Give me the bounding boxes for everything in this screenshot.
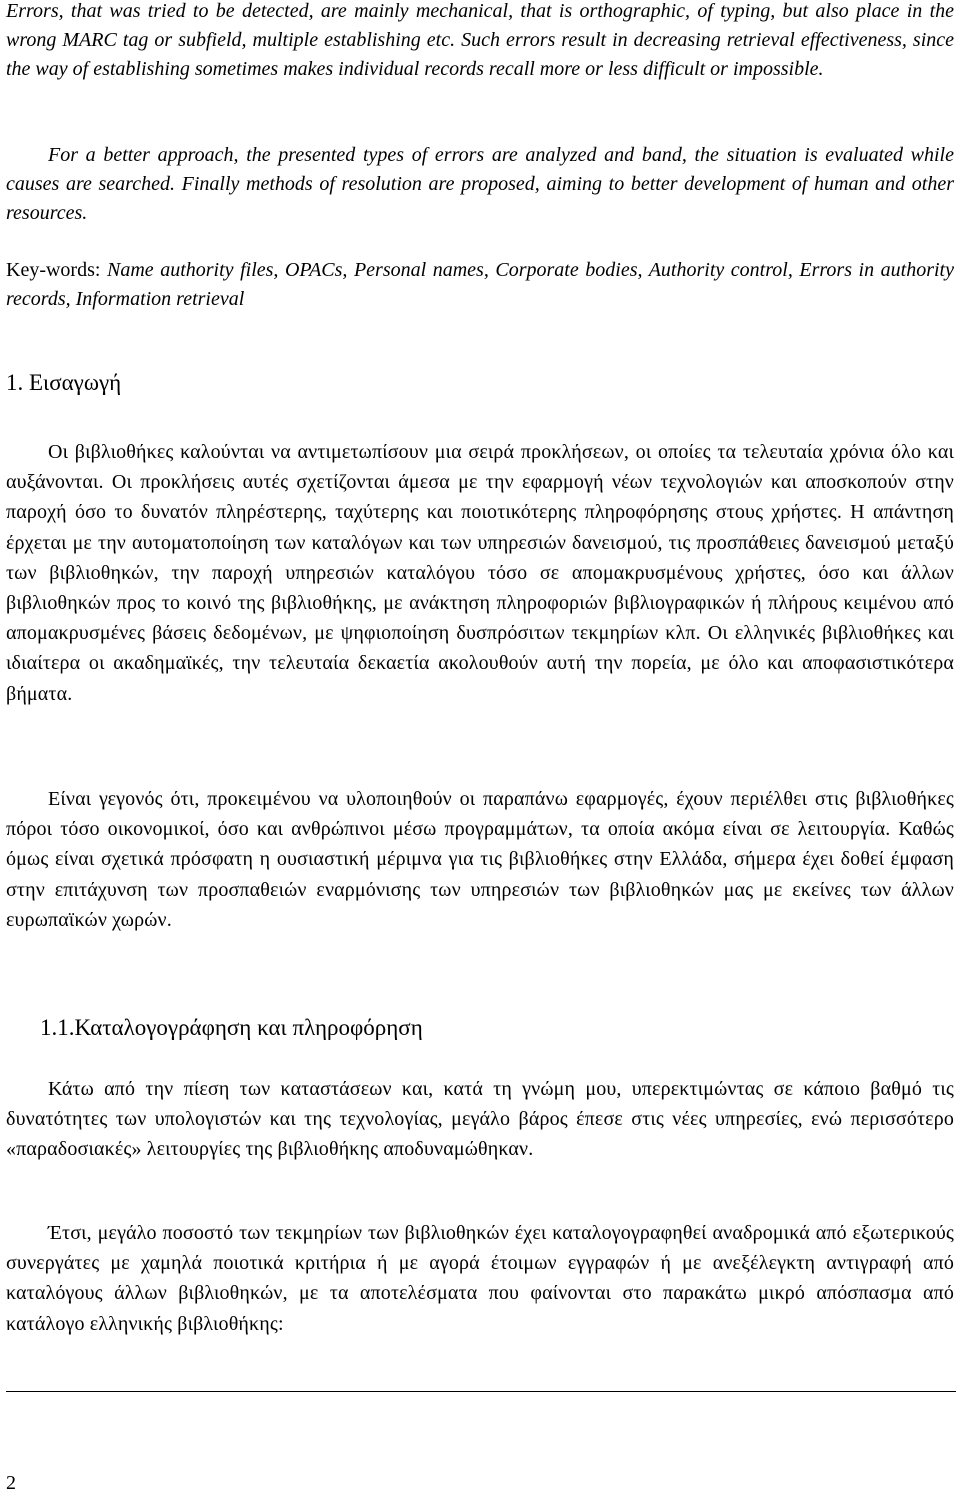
- introduction-paragraph-1: Οι βιβλιοθήκες καλούνται να αντιμετωπίσουν μια σειρά προκλήσεων, οι οποίες τα τελευταία χρόνια όλο και αυξάνονται. Οι προκλήσεις αυτές σχετίζονται άμεσα με την εφαρμογή νέων τεχνολογιών και αποσκοπούν στην παροχή όσο το δυνατόν πληρέστερης, ταχύτερης και ποιοτικότερης πληροφόρησης στους χρήστες. Η απάντηση έρχεται με την αυτοματοποίηση των καταλόγων και των υπηρεσιών δανεισμού, τις προσπάθειες δανεισμού μεταξύ των βιβλιοθηκών, την παροχή υπηρεσιών καταλόγου τόσο σε απομακρυσμένους χρήστες, όσο και άλλων βιβλιοθηκών προς το κοινό της βιβλιοθήκης, με ανάκτηση πληροφοριών βιβλιογραφικών ή πλήρους κειμένου από απομακρυσμένες βάσεις δεδομένων, με ψηφιοποίηση δυσπρόσιτων τεκμηρίων κλπ. Οι ελληνικές βιβλιοθήκες και ιδιαίτερα οι ακαδημαϊκές, την τελευταία δεκαετία ακολουθούν αυτή την πορεία, με όλο και αποφασιστικότερα βήματα.: [6, 441, 954, 705]
- abstract-paragraph-2: For a better approach, the presented types of errors are analyzed and band, the situation is evaluated while causes are searched. Finally methods of resolution are proposed, aiming to better development of human and other resources.: [6, 144, 954, 224]
- introduction-paragraph-2: Είναι γεγονός ότι, προκειμένου να υλοποιηθούν οι παραπάνω εφαρμογές, έχουν περιέλθει στις βιβλιοθήκες πόροι τόσο οικονομικοί, όσο και ανθρώπινοι μέσω προγραμμάτων, τα οποία ακόμα είναι σε λειτουργία. Καθώς όμως είναι σχετικά πρόσφατη η ουσιαστική μέριμνα για τις βιβλιοθήκες στην Ελλάδα, σήμερα έχει δοθεί έμφαση στην επιτάχυνση των προσπαθειών εναρμόνισης των υπηρεσιών των βιβλιοθηκών μας με εκείνες των άλλων ευρωπαϊκών χωρών.: [6, 788, 954, 931]
- cataloguing-paragraph-1: Κάτω από την πίεση των καταστάσεων και, κατά τη γνώμη μου, υπερεκτιμώντας σε κάποιο βαθμό τις δυνατότητες των υπολογιστών και της τεχνολογίας, μεγάλο βάρος έπεσε στις νέες υπηρεσίες, ενώ περισσότερο «παραδοσιακές» λειτουργίες της βιβλιοθήκης αποδυναμώθηκαν.: [6, 1078, 954, 1161]
- footnote-separator: [6, 1391, 956, 1392]
- cataloguing-paragraph-2: Έτσι, μεγάλο ποσοστό των τεκμηρίων των βιβλιοθηκών έχει καταλογογραφηθεί αναδρομικά από εξωτερικούς συνεργάτες με χαμηλά ποιοτικά κριτήρια ή με αγορά έτοιμων εγγραφών ή με ανεξέλεγκτη αντιγραφή από καταλόγους άλλων βιβλιοθηκών, με τα αποτελέσματα που φαίνονται στο παρακάτω μικρό απόσπασμα από κατάλογο ελληνικής βιβλιοθήκης:: [6, 1222, 954, 1335]
- page-number: 2: [6, 1472, 16, 1494]
- abstract-paragraph-1: Errors, that was tried to be detected, are mainly mechanical, that is orthographic, of typing, but also place in the wrong MARC tag or subfield, multiple establishing etc. Such errors result in decreasing retrieval effectiveness, since the way of establishing sometimes makes individual records recall more or less difficult or impossible.: [6, 0, 954, 80]
- keywords-label: Key-words:: [6, 259, 101, 281]
- keywords-paragraph: [6, 256, 954, 314]
- subsection-heading-cataloguing: 1.1.Καταλογογράφηση και πληροφόρηση: [40, 1015, 423, 1040]
- section-heading-introduction: 1. Εισαγωγή: [6, 370, 122, 395]
- keywords-list: Name authority files, OPACs, Personal names, Corporate bodies, Authority control, Errors in authority records, Information retrieval: [6, 259, 954, 310]
